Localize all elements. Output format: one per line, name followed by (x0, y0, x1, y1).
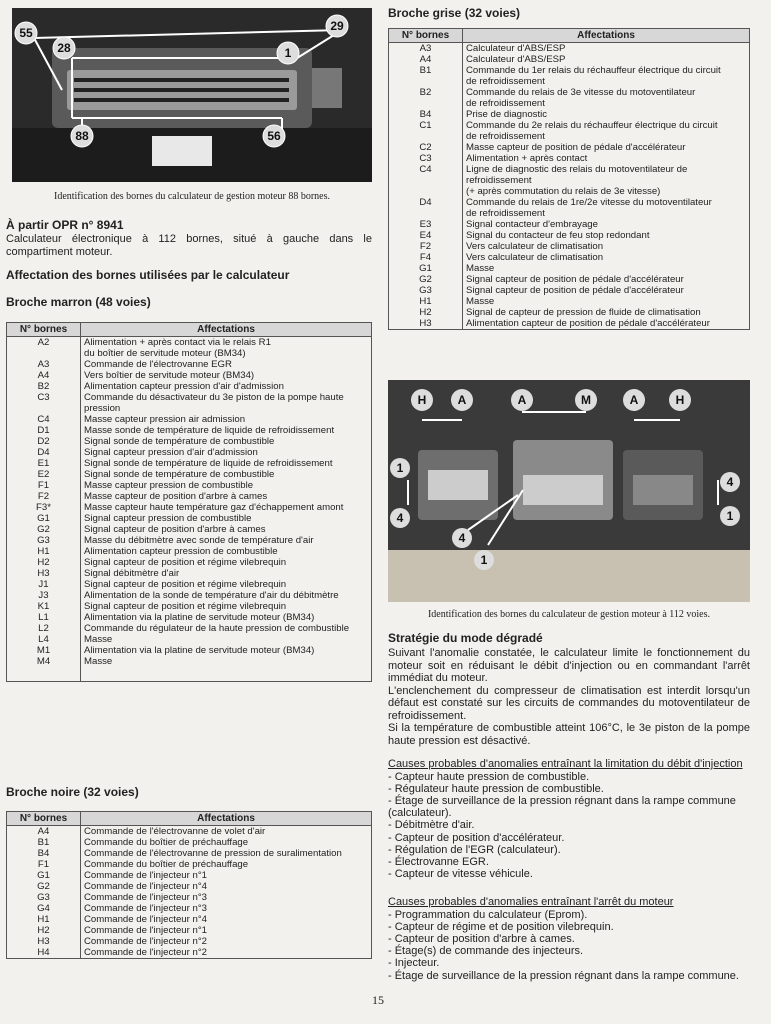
pin-assignment: Signal capteur de position et régime vilebrequin (81, 601, 372, 612)
table-row (7, 502, 372, 513)
table-row (7, 903, 372, 914)
pin-assignment: Calculateur d'ABS/ESP (463, 54, 750, 65)
pin-assignment: Alimentation via la platine de servitude moteur (BM34) (81, 612, 372, 623)
strategy-paragraph-3: Si la température de combustible atteint 106°C, le 3e piston de la pompe haute pression est désactivé. (388, 722, 750, 747)
callout-1-right: 1 (726, 509, 734, 523)
pin-assignment: Commande de l'électrovanne de pression de suralimentation (81, 848, 372, 859)
table-noire-title: Broche noire (32 voies) (6, 785, 139, 799)
strategy-title: Stratégie du mode dégradé (388, 631, 543, 645)
table-row (389, 54, 750, 65)
photo1-caption: Identification des bornes du calculateur de gestion moteur 88 bornes. (53, 191, 331, 202)
pin-assignment: Signal capteur de position de pédale d'accélérateur (463, 285, 750, 296)
list-item: - Régulation de l'EGR (calculateur). (388, 843, 561, 856)
strategy-body (388, 647, 750, 747)
pin-code: H1 (7, 546, 81, 557)
pin-assignment: Masse (81, 634, 372, 645)
list-item: - Régulateur haute pression de combustible. (388, 782, 604, 795)
pin-assignment: Commande de l'injecteur n°2 (81, 947, 372, 959)
table-row (7, 392, 372, 414)
table-row (389, 76, 750, 87)
pin-code: H1 (389, 296, 463, 307)
table-row (7, 535, 372, 546)
table-grise-title: Broche grise (32 voies) (388, 6, 521, 20)
table-row (7, 557, 372, 568)
pin-assignment: Commande de l'injecteur n°3 (81, 903, 372, 914)
pin-code: F4 (389, 252, 463, 263)
pin-assignment: Masse (81, 656, 372, 667)
pin-assignment: Alimentation capteur de position de pédale d'accélérateur (463, 318, 750, 330)
pin-assignment: Commande de l'injecteur n°1 (81, 925, 372, 936)
pin-assignment: Commande de l'injecteur n°2 (81, 936, 372, 947)
table-row (389, 87, 750, 98)
pin-code (389, 208, 463, 219)
pin-code: D4 (389, 197, 463, 208)
pin-assignment: Alimentation + après contact (463, 153, 750, 164)
list-item: - Débitmètre d'air. (388, 819, 475, 832)
table-row (389, 263, 750, 274)
pin-code: G1 (7, 870, 81, 881)
table-row (7, 480, 372, 491)
pin-assignment: Signal du contacteur de feu stop redondant (463, 230, 750, 241)
table-row (7, 925, 372, 936)
table-row (389, 164, 750, 186)
pin-assignment: Signal contacteur d'embrayage (463, 219, 750, 230)
ecu-112-illustration (388, 380, 750, 602)
table-row (7, 881, 372, 892)
table-row (7, 601, 372, 612)
pin-assignment: Commande du boîtier de préchauffage (81, 837, 372, 848)
callout-29: 29 (330, 19, 344, 33)
table-row (7, 436, 372, 447)
pin-code: J1 (7, 579, 81, 590)
pin-assignment: Signal sonde de température de combustible (81, 436, 372, 447)
table-row (7, 546, 372, 557)
pin-code: C4 (389, 164, 463, 186)
callout-a-right: A (629, 393, 639, 407)
callout-1-left: 1 (396, 461, 404, 475)
list-item: - Étage de surveillance de la pression régnant dans la rampe commune. (388, 969, 739, 982)
pin-code: D4 (7, 447, 81, 458)
pin-assignment: Ligne de diagnostic des relais du motoventilateur de refroidissement (463, 164, 750, 186)
section-opr-title: À partir OPR n° 8941 (6, 218, 124, 232)
pin-code: C4 (7, 414, 81, 425)
pin-code: A2 (7, 337, 81, 349)
pin-assignment: Masse (463, 263, 750, 274)
pin-assignment: Signal capteur pression de combustible (81, 513, 372, 524)
pin-code: C3 (7, 392, 81, 414)
col-header-code: N° bornes (7, 323, 81, 337)
table-marron-title: Broche marron (48 voies) (6, 295, 151, 309)
pin-assignment: Alimentation via la platine de servitude moteur (BM34) (81, 645, 372, 656)
callout-4-left: 4 (396, 511, 404, 525)
table-row (7, 848, 372, 859)
callout-56: 56 (267, 129, 281, 143)
table-row (389, 197, 750, 208)
pin-code: H3 (389, 318, 463, 330)
pin-assignment: Commande de l'injecteur n°4 (81, 881, 372, 892)
table-row (7, 859, 372, 870)
table-row (7, 491, 372, 502)
pin-code: K1 (7, 601, 81, 612)
callout-28: 28 (57, 41, 71, 55)
table-row (389, 219, 750, 230)
pin-code: B4 (389, 109, 463, 120)
pin-assignment: Commande du désactivateur du 3e piston de la pompe haute pression (81, 392, 372, 414)
list-item: - Capteur de position d'accélérateur. (388, 831, 565, 844)
table-row (389, 120, 750, 131)
table-row (389, 208, 750, 219)
pin-code: G2 (389, 274, 463, 285)
page-number: 15 (372, 993, 384, 1007)
table-row (7, 634, 372, 645)
pin-assignment: Alimentation capteur pression d'air d'admission (81, 381, 372, 392)
col-header-desc: Affectations (463, 29, 750, 43)
pin-code: B1 (389, 65, 463, 76)
list-item: - Capteur de régime et de position vilebrequin. (388, 920, 614, 933)
pin-code: D2 (7, 436, 81, 447)
pin-code: E4 (389, 230, 463, 241)
strategy-paragraph-1: Suivant l'anomalie constatée, le calculateur limite le fonctionnement du moteur soit en réduisant le débit d'injection ou en commandant l'arrêt immédiat du moteur. (388, 647, 750, 684)
table-row (389, 131, 750, 142)
pin-assignment: de refroidissement (463, 76, 750, 87)
pin-assignment: Signal capteur pression d'air d'admission (81, 447, 372, 458)
table-row (389, 307, 750, 318)
table-row (7, 425, 372, 436)
pin-code: B1 (7, 837, 81, 848)
pin-assignment: Commande du 1er relais du réchauffeur électrique du circuit (463, 65, 750, 76)
col-header-desc: Affectations (81, 323, 372, 337)
callout-1-mid: 1 (480, 553, 488, 567)
pin-code: B2 (7, 381, 81, 392)
table-row (7, 579, 372, 590)
table-row (7, 826, 372, 838)
table-row (389, 142, 750, 153)
table-row (7, 656, 372, 667)
pin-code (389, 186, 463, 197)
pin-code: H1 (7, 914, 81, 925)
pin-code: L2 (7, 623, 81, 634)
pin-assignment: (+ après commutation du relais de 3e vitesse) (463, 186, 750, 197)
pin-code: F1 (7, 859, 81, 870)
pin-code: G3 (389, 285, 463, 296)
pin-assignment: Masse sonde de température de liquide de refroidissement (81, 425, 372, 436)
table-row (7, 645, 372, 656)
pin-assignment: Masse (463, 296, 750, 307)
pin-code: A4 (7, 826, 81, 838)
pin-assignment: Commande du boîtier de préchauffage (81, 859, 372, 870)
pin-assignment: Commande de l'injecteur n°3 (81, 892, 372, 903)
list-item: - Étage(s) de commande des injecteurs. (388, 945, 584, 958)
callout-a-left: A (457, 393, 467, 407)
callout-88: 88 (75, 129, 89, 143)
pin-assignment: Commande de l'électrovanne de volet d'air (81, 826, 372, 838)
list-item: - Capteur haute pression de combustible. (388, 770, 590, 783)
table-row (7, 892, 372, 903)
table-row (7, 348, 372, 359)
pin-code: C2 (389, 142, 463, 153)
pin-code: A3 (389, 43, 463, 55)
pin-code: G1 (389, 263, 463, 274)
pin-code: M4 (7, 656, 81, 667)
ecu-112-photo (388, 380, 750, 602)
list-item: - Capteur de vitesse véhicule. (388, 868, 533, 881)
table-row (389, 285, 750, 296)
list-item: - Électrovanne EGR. (388, 855, 489, 868)
pin-code: E1 (7, 458, 81, 469)
pin-assignment: Commande du 2e relais du réchauffeur électrique du circuit (463, 120, 750, 131)
callout-1: 1 (284, 46, 292, 60)
table-row (7, 568, 372, 579)
table-row (7, 936, 372, 947)
table-row (389, 252, 750, 263)
section-affect-title: Affectation des bornes utilisées par le calculateur (6, 268, 290, 282)
table-row (7, 914, 372, 925)
pin-assignment: Signal capteur de position et régime vilebrequin (81, 557, 372, 568)
table-row (389, 109, 750, 120)
pin-assignment: Calculateur d'ABS/ESP (463, 43, 750, 55)
pin-code: F2 (7, 491, 81, 502)
pin-code: F1 (7, 480, 81, 491)
pin-code: G2 (7, 881, 81, 892)
table-row (7, 612, 372, 623)
strategy-paragraph-2: L'enclenchement du compresseur de climatisation est interdit lorsqu'un défaut est constaté sur les circuits de commandes du motoventilateur de refroidissement. (388, 684, 750, 722)
callout-a-mid: A (517, 393, 527, 407)
pin-code: H2 (389, 307, 463, 318)
pin-assignment: Signal sonde de température de liquide de refroidissement (81, 458, 372, 469)
pin-assignment: Commande de l'électrovanne EGR (81, 359, 372, 370)
causes-limitation (388, 758, 750, 880)
table-noire (6, 811, 372, 959)
causes-arret-title: Causes probables d'anomalies entraînant l'arrêt du moteur (388, 896, 674, 908)
table-row (389, 98, 750, 109)
col-header-code: N° bornes (7, 812, 81, 826)
pin-code: L1 (7, 612, 81, 623)
pin-code: F2 (389, 241, 463, 252)
pin-assignment: de refroidissement (463, 131, 750, 142)
pin-code: M1 (7, 645, 81, 656)
table-row (7, 359, 372, 370)
pin-code: H2 (7, 925, 81, 936)
pin-code: H3 (7, 936, 81, 947)
table-row (389, 241, 750, 252)
table-marron (6, 322, 372, 682)
col-header-desc: Affectations (81, 812, 372, 826)
pin-assignment: Signal de capteur de pression de fluide de climatisation (463, 307, 750, 318)
photo2-caption: Identification des bornes du calculateur de gestion moteur à 112 voies. (427, 609, 711, 620)
pin-assignment: Vers calculateur de climatisation (463, 252, 750, 263)
ecu-88-illustration (12, 8, 372, 182)
pin-assignment: Vers calculateur de climatisation (463, 241, 750, 252)
pin-code (389, 76, 463, 87)
pin-code (7, 348, 81, 359)
causes-limitation-title: Causes probables d'anomalies entraînant la limitation du débit d'injection (388, 758, 743, 770)
pin-assignment: Vers boîtier de servitude moteur (BM34) (81, 370, 372, 381)
list-item: - Étage de surveillance de la pression régnant dans la rampe commune (calculateur). (388, 794, 736, 820)
table-row (7, 414, 372, 425)
pin-assignment: Signal capteur de position et régime vilebrequin (81, 579, 372, 590)
pin-assignment: Alimentation capteur pression de combustible (81, 546, 372, 557)
pin-code (389, 98, 463, 109)
pin-assignment: Commande du relais de 3e vitesse du motoventilateur (463, 87, 750, 98)
pin-code: A3 (7, 359, 81, 370)
pin-code: F3* (7, 502, 81, 513)
table-row (7, 524, 372, 535)
table-row (7, 458, 372, 469)
pin-assignment: Signal capteur de position d'arbre à cames (81, 524, 372, 535)
table-row (389, 43, 750, 55)
pin-assignment: Commande de l'injecteur n°1 (81, 870, 372, 881)
table-row (7, 381, 372, 392)
pin-code: E2 (7, 469, 81, 480)
callout-4-mid: 4 (458, 531, 466, 545)
table-row (389, 296, 750, 307)
pin-assignment: du boîtier de servitude moteur (BM34) (81, 348, 372, 359)
table-row (7, 590, 372, 601)
pin-code: C3 (389, 153, 463, 164)
table-row (7, 337, 372, 349)
list-item: - Injecteur. (388, 957, 440, 970)
section-opr-text: Calculateur électronique à 112 bornes, situé à gauche dans le compartiment moteur. (6, 233, 372, 258)
ecu-88-photo (12, 8, 372, 182)
pin-assignment: Masse capteur haute température gaz d'échappement amont (81, 502, 372, 513)
table-row (7, 513, 372, 524)
pin-code: H4 (7, 947, 81, 959)
pin-assignment: Masse du débitmètre avec sonde de température d'air (81, 535, 372, 546)
pin-assignment: Commande du régulateur de la haute pression de combustible (81, 623, 372, 634)
pin-assignment: de refroidissement (463, 98, 750, 109)
pin-assignment: Signal débitmètre d'air (81, 568, 372, 579)
pin-code: B2 (389, 87, 463, 98)
pin-code: C1 (389, 120, 463, 131)
table-row (389, 153, 750, 164)
pin-assignment: Commande du relais de 1re/2e vitesse du motoventilateur (463, 197, 750, 208)
pin-code: E3 (389, 219, 463, 230)
pin-assignment: Commande de l'injecteur n°4 (81, 914, 372, 925)
callout-h-left: H (417, 393, 427, 407)
table-row (389, 65, 750, 76)
pin-code: G1 (7, 513, 81, 524)
pin-code: G3 (7, 892, 81, 903)
table-row (389, 186, 750, 197)
pin-code: A4 (389, 54, 463, 65)
pin-code: B4 (7, 848, 81, 859)
pin-code: D1 (7, 425, 81, 436)
causes-arret (388, 896, 750, 982)
table-row (7, 447, 372, 458)
pin-assignment: Signal capteur de position de pédale d'accélérateur (463, 274, 750, 285)
list-item: - Programmation du calculateur (Eprom). (388, 908, 588, 921)
table-row (7, 370, 372, 381)
pin-assignment: Masse capteur de position d'arbre à cames (81, 491, 372, 502)
pin-assignment: Masse capteur de position de pédale d'accélérateur (463, 142, 750, 153)
pin-assignment: Alimentation de la sonde de température d'air du débitmètre (81, 590, 372, 601)
pin-code: G3 (7, 535, 81, 546)
pin-assignment: Masse capteur pression air admission (81, 414, 372, 425)
pin-assignment: Alimentation + après contact via le relais R1 (81, 337, 372, 349)
pin-assignment: Signal sonde de température de combustible (81, 469, 372, 480)
pin-code: L4 (7, 634, 81, 645)
table-row (7, 837, 372, 848)
callout-h-right: H (675, 393, 685, 407)
table-row (389, 230, 750, 241)
table-row (389, 274, 750, 285)
pin-assignment: de refroidissement (463, 208, 750, 219)
pin-code: A4 (7, 370, 81, 381)
list-item: - Capteur de position d'arbre à cames. (388, 932, 575, 945)
pin-code: G4 (7, 903, 81, 914)
table-row (389, 318, 750, 330)
callout-m: M (581, 393, 591, 407)
table-row (7, 623, 372, 634)
pin-code: J3 (7, 590, 81, 601)
callout-55: 55 (19, 26, 33, 40)
pin-assignment: Masse capteur pression de combustible (81, 480, 372, 491)
table-row (7, 469, 372, 480)
table-row (7, 947, 372, 959)
pin-code: H3 (7, 568, 81, 579)
pin-assignment: Prise de diagnostic (463, 109, 750, 120)
callout-4-right: 4 (726, 475, 734, 489)
pin-code (389, 131, 463, 142)
pin-code: G2 (7, 524, 81, 535)
table-row (7, 870, 372, 881)
pin-code: H2 (7, 557, 81, 568)
col-header-code: N° bornes (389, 29, 463, 43)
table-grise (388, 28, 750, 330)
